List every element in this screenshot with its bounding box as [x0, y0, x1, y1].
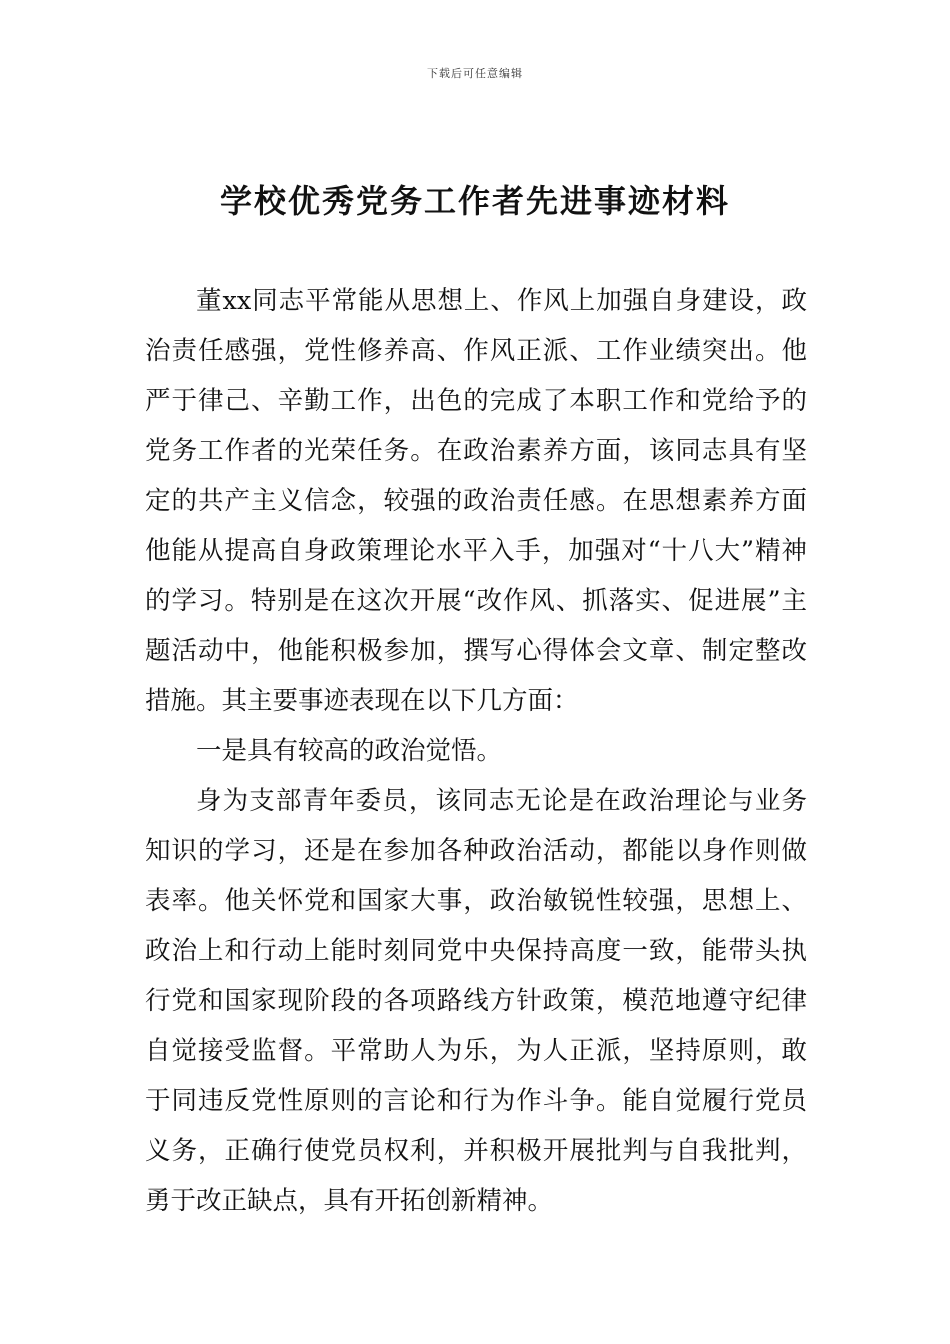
document-title: 学校优秀党务工作者先进事迹材料	[219, 182, 730, 220]
header-note: 下载后可任意编辑	[427, 67, 523, 80]
paragraph-political-awareness: 身为支部青年委员，该同志无论是在政治理论与业务知识的学习，还是在参加各种政治活动，都能以身作则做表率。他关怀党和国家大事，政治敏锐性较强，思想上、政治上和行动上能时刻同党中央保持高度一致，能带头执行党和国家现阶段的各项路线方针政策，模范地遵守纪律自觉接受监督。平常助人为乐，为人正派，坚持原则，敢于同违反党性原则的言论和行为作斗争。能自觉履行党员义务，正确行使党员权利，并积极开展批判与自我批判，勇于改正缺点，具有开拓创新精神。	[145, 786, 807, 1216]
document-body	[145, 276, 807, 1226]
paragraph-heading-1: 一是具有较高的政治觉悟。	[196, 736, 503, 766]
paragraph-intro: 董xx同志平常能从思想上、作风上加强自身建设，政治责任感强，党性修养高、作风正派、工作业绩突出。他严于律己、辛勤工作，出色的完成了本职工作和党给予的党务工作者的光荣任务。在政治素养方面，该同志具有坚定的共产主义信念，较强的政治责任感。在思想素养方面他能从提高自身政策理论水平入手，加强对“十八大”精神的学习。特别是在这次开展“改作风、抓落实、促进展”主题活动中，他能积极参加，撰写心得体会文章、制定整改措施。其主要事迹表现在以下几方面：	[145, 286, 807, 716]
